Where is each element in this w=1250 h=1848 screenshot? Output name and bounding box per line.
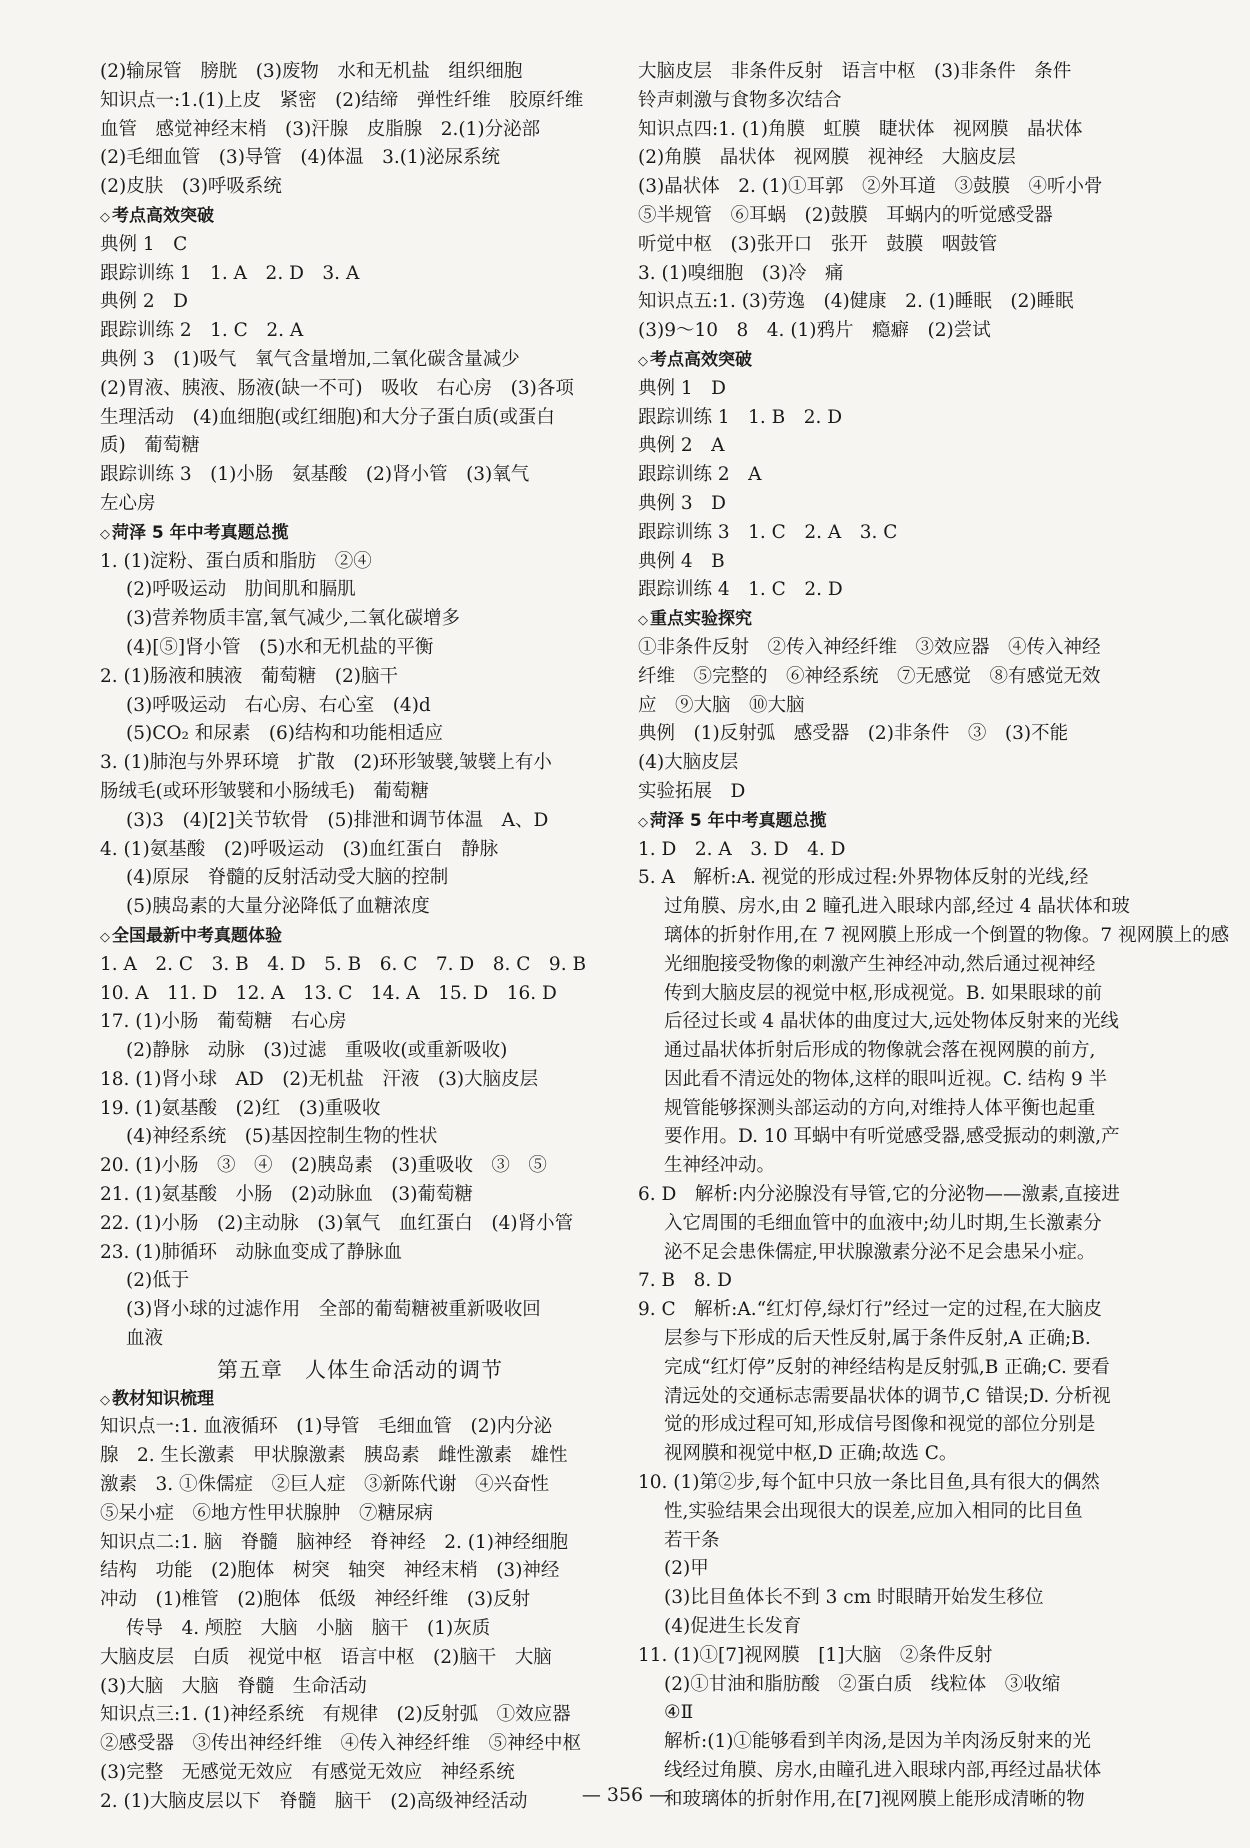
answer-line: ⑤呆小症 ⑥地方性甲状腺肿 ⑦糖尿病 (100, 1502, 434, 1524)
answer-line: 血管 感觉神经末梢 (3)汗腺 皮脂腺 2.(1)分泌部 (100, 118, 541, 140)
answer-line: (2)低于 (126, 1270, 190, 1292)
answer-line: (2)毛细血管 (3)导管 (4)体温 3.(1)泌尿系统 (100, 147, 500, 169)
answer-line: 完成“红灯停”反射的神经结构是反射弧,B 正确;C. 要看 (664, 1356, 1110, 1378)
section-heading: ◇ 菏泽 5 年中考真题总揽 (100, 519, 620, 548)
answer-line: 实验拓展 D (638, 780, 746, 802)
answer-line: 应 ⑨大脑 ⑩大脑 (638, 694, 805, 716)
answer-line: 跟踪训练 1 1. B 2. D (638, 406, 843, 428)
answer-line: 典例 1 D (638, 377, 726, 399)
answer-line: 3. (1)肺泡与外界环境 扩散 (2)环形皱襞,皱襞上有小 (100, 752, 552, 774)
answer-line: 11. (1)①[7]视网膜 [1]大脑 ②条件反射 (638, 1644, 993, 1666)
section-heading: ◇ 考点高效突破 (638, 346, 1158, 375)
answer-line: (3)营养物质丰富,氧气减少,二氧化碳增多 (126, 608, 460, 630)
answer-line: 知识点一:1. 血液循环 (1)导管 毛细血管 (2)内分泌 (100, 1416, 553, 1438)
answer-line: 若干条 (664, 1529, 720, 1551)
answer-line: ②感受器 ③传出神经纤维 ④传入神经纤维 ⑤神经中枢 (100, 1733, 582, 1755)
answer-line: 传导 4. 颅腔 大脑 小脑 脑干 (1)灰质 (126, 1618, 491, 1640)
answer-line: (2)静脉 动脉 (3)过滤 重吸收(或重新吸收) (126, 1040, 508, 1062)
answer-line: (3)晶状体 2. (1)①耳郭 ②外耳道 ③鼓膜 ④听小骨 (638, 176, 1103, 198)
answer-line: 规管能够探测头部运动的方向,对维持人体平衡也起重 (664, 1097, 1096, 1119)
answer-line: 10. (1)第②步,每个缸中只放一条比目鱼,具有很大的偶然 (638, 1472, 1100, 1494)
answer-line: 跟踪训练 2 1. C 2. A (100, 320, 304, 342)
answer-line: 激素 3. ①侏儒症 ②巨人症 ③新陈代谢 ④兴奋性 (100, 1474, 550, 1496)
answer-line: 知识点四:1. (1)角膜 虹膜 睫状体 视网膜 晶状体 (638, 118, 1083, 140)
answer-line: 23. (1)肺循环 动脉血变成了静脉血 (100, 1241, 403, 1263)
answer-line: 传到大脑皮层的视觉中枢,形成视觉。B. 如果眼球的前 (664, 982, 1103, 1004)
answer-line: 解析:(1)①能够看到羊肉汤,是因为羊肉汤反射来的光 (664, 1731, 1091, 1753)
answer-line: 听觉中枢 (3)张开口 张开 鼓膜 咽鼓管 (638, 233, 998, 255)
section-heading: ◇ 菏泽 5 年中考真题总揽 (638, 807, 1158, 836)
answer-line: (3)9～10 8 4. (1)鸦片 瘾癖 (2)尝试 (638, 320, 991, 342)
answer-line: 和玻璃体的折射作用,在[7]视网膜上能形成清晰的物 (664, 1788, 1085, 1810)
answer-line: 泌不足会患侏儒症,甲状腺激素分泌不足会患呆小症。 (664, 1241, 1096, 1263)
answer-line: 腺 2. 生长激素 甲状腺激素 胰岛素 雌性激素 雄性 (100, 1445, 568, 1467)
answer-line: 因此看不清远处的物体,这样的眼叫近视。C. 结构 9 半 (664, 1068, 1108, 1090)
answer-line: (2)胃液、胰液、肠液(缺一不可) 吸收 右心房 (3)各项 (100, 377, 574, 399)
answer-line: 跟踪训练 3 (1)小肠 氨基酸 (2)肾小管 (3)氧气 (100, 464, 530, 486)
answer-line: ①非条件反射 ②传入神经纤维 ③效应器 ④传入神经 (638, 636, 1101, 658)
answer-line: 10. A 11. D 12. A 13. C 14. A 15. D 16. D (100, 982, 557, 1004)
answer-line: 5. A 解析:A. 视觉的形成过程:外界物体反射的光线,经 (638, 867, 1089, 889)
answer-line: 大脑皮层 白质 视觉中枢 语言中枢 (2)脑干 大脑 (100, 1646, 552, 1668)
answer-line: ⑤半规管 ⑥耳蜗 (2)鼓膜 耳蜗内的听觉感受器 (638, 204, 1053, 226)
answer-line: 1. A 2. C 3. B 4. D 5. B 6. C 7. D 8. C 9. B (100, 953, 587, 975)
answer-line: 19. (1)氨基酸 (2)红 (3)重吸收 (100, 1097, 381, 1119)
answer-line: (3)呼吸运动 右心房、右心室 (4)d (126, 694, 431, 716)
answer-line: (2)输尿管 膀胱 (3)废物 水和无机盐 组织细胞 (100, 61, 523, 82)
answer-line: 璃体的折射作用,在 7 视网膜上形成一个倒置的物像。7 视网膜上的感 (664, 924, 1230, 946)
answer-line: 铃声刺激与食物多次结合 (638, 89, 842, 111)
answer-line: (2)角膜 晶状体 视网膜 视神经 大脑皮层 (638, 147, 1016, 169)
answer-line: (5)胰岛素的大量分泌降低了血糖浓度 (126, 896, 430, 918)
answer-line: 21. (1)氨基酸 小肠 (2)动脉血 (3)葡萄糖 (100, 1184, 473, 1206)
answer-line: 知识点五:1. (3)劳逸 (4)健康 2. (1)睡眠 (2)睡眠 (638, 291, 1074, 313)
chapter-title: 第五章 人体生命活动的调节 (217, 1357, 503, 1382)
answer-line: 视网膜和视觉中枢,D 正确;故选 C。 (664, 1443, 958, 1465)
answer-line: 典例 4 B (638, 550, 725, 572)
answer-line: (2)呼吸运动 肋间肌和膈肌 (126, 579, 356, 601)
answer-line: 知识点一:1.(1)上皮 紧密 (2)结缔 弹性纤维 胶原纤维 (100, 89, 584, 111)
answer-line: 光细胞接受物像的刺激产生神经冲动,然后通过视神经 (664, 953, 1096, 975)
answer-line: 过角膜、房水,由 2 瞳孔进入眼球内部,经过 4 晶状体和玻 (664, 896, 1130, 918)
answer-line: 典例 (1)反射弧 感受器 (2)非条件 ③ (3)不能 (638, 723, 1069, 745)
answer-line: (4)[⑤]肾小管 (5)水和无机盐的平衡 (126, 636, 434, 658)
answer-line: 知识点三:1. (1)神经系统 有规律 (2)反射弧 ①效应器 (100, 1704, 571, 1726)
answer-line: 知识点二:1. 脑 脊髓 脑神经 脊神经 2. (1)神经细胞 (100, 1531, 569, 1553)
answer-line: (2)皮肤 (3)呼吸系统 (100, 176, 282, 198)
answer-line: 冲动 (1)椎管 (2)胞体 低级 神经纤维 (3)反射 (100, 1589, 531, 1611)
answer-line: 1. D 2. A 3. D 4. D (638, 838, 846, 860)
answer-line: 典例 2 D (100, 291, 188, 313)
answer-line: 9. C 解析:A.“红灯停,绿灯行”经过一定的过程,在大脑皮 (638, 1299, 1102, 1321)
answer-line: 跟踪训练 2 A (638, 464, 762, 486)
answer-line: 1. (1)淀粉、蛋白质和脂肪 ②④ (100, 550, 372, 572)
answer-line: ④Ⅱ (664, 1702, 694, 1724)
answer-line: 左心房 (100, 492, 156, 514)
section-heading: ◇ 教材知识梳理 (100, 1385, 620, 1414)
answer-line: 清远处的交通标志需要晶状体的调节,C 错误;D. 分析视 (664, 1385, 1111, 1407)
answer-line: 入它周围的毛细血管中的血液中;幼儿时期,生长激素分 (664, 1212, 1102, 1234)
answer-line: 典例 3 (1)吸气 氧气含量增加,二氧化碳含量减少 (100, 348, 520, 370)
answer-line: 典例 3 D (638, 492, 726, 514)
answer-line: 纤维 ⑤完整的 ⑥神经系统 ⑦无感觉 ⑧有感觉无效 (638, 665, 1101, 687)
answer-line: 通过晶状体折射后形成的物像就会落在视网膜的前方, (664, 1040, 1096, 1062)
answer-line: (3)比目鱼体长不到 3 cm 时眼睛开始发生移位 (664, 1587, 1044, 1609)
answer-line: 典例 2 A (638, 435, 725, 457)
answer-line: (3)3 (4)[2]关节软骨 (5)排泄和调节体温 A、D (126, 809, 549, 831)
answer-line: 层参与下形成的后天性反射,属于条件反射,A 正确;B. (664, 1328, 1091, 1350)
answer-line: (5)CO₂ 和尿素 (6)结构和功能相适应 (126, 723, 444, 745)
answer-line: 生理活动 (4)血细胞(或红细胞)和大分子蛋白质(或蛋白 (100, 406, 555, 428)
answer-line: 3. (1)嗅细胞 (3)冷 痛 (638, 262, 844, 284)
answer-line: 2. (1)肠液和胰液 葡萄糖 (2)脑干 (100, 665, 398, 687)
answer-line: 质) 葡萄糖 (100, 435, 200, 457)
left-column (100, 58, 620, 1817)
answer-line: 7. B 8. D (638, 1270, 732, 1292)
answer-line: 线经过角膜、房水,由瞳孔进入眼球内部,再经过晶状体 (664, 1760, 1102, 1782)
answer-line: 跟踪训练 4 1. C 2. D (638, 579, 843, 601)
answer-line: 17. (1)小肠 葡萄糖 右心房 (100, 1011, 347, 1033)
answer-line: 22. (1)小肠 (2)主动脉 (3)氧气 血红蛋白 (4)肾小管 (100, 1212, 574, 1234)
answer-line: 18. (1)肾小球 AD (2)无机盐 汗液 (3)大脑皮层 (100, 1068, 539, 1090)
answer-line: (4)大脑皮层 (638, 752, 739, 774)
answer-line: 4. (1)氨基酸 (2)呼吸运动 (3)血红蛋白 静脉 (100, 838, 499, 860)
answer-line: 跟踪训练 1 1. A 2. D 3. A (100, 262, 360, 284)
answer-line: 生神经冲动。 (664, 1155, 776, 1177)
answer-line: 跟踪训练 3 1. C 2. A 3. C (638, 521, 898, 543)
right-column (638, 58, 1230, 1815)
answer-line: 觉的形成过程可知,形成信号图像和视觉的部位分别是 (664, 1414, 1096, 1436)
answer-line: (3)大脑 大脑 脊髓 生命活动 (100, 1675, 367, 1697)
answer-line: (3)完整 无感觉无效应 有感觉无效应 神经系统 (100, 1762, 515, 1784)
answer-line: 6. D 解析:内分泌腺没有导管,它的分泌物——激素,直接进 (638, 1184, 1120, 1206)
answer-line: (4)促进生长发育 (664, 1616, 802, 1638)
answer-line: 典例 1 C (100, 233, 188, 255)
answer-line: 20. (1)小肠 ③ ④ (2)胰岛素 (3)重吸收 ③ ⑤ (100, 1155, 547, 1177)
answer-line: 结构 功能 (2)胞体 树突 轴突 神经末梢 (3)神经 (100, 1560, 560, 1582)
answer-line: 性,实验结果会出现很大的误差,应加入相同的比目鱼 (664, 1500, 1083, 1522)
answer-line: 要作用。D. 10 耳蜗中有听觉感受器,感受振动的刺激,产 (664, 1126, 1120, 1148)
section-heading: ◇ 考点高效突破 (100, 202, 620, 231)
section-heading: ◇ 重点实验探究 (638, 605, 1158, 634)
page-number: — 356 — (0, 1784, 1250, 1806)
answer-line: (3)肾小球的过滤作用 全部的葡萄糖被重新吸收回 (126, 1299, 541, 1321)
answer-line: (4)神经系统 (5)基因控制生物的性状 (126, 1126, 438, 1148)
answer-line: 血液 (126, 1328, 164, 1350)
answer-line: 大脑皮层 非条件反射 语言中枢 (3)非条件 条件 (638, 61, 1072, 82)
answer-line: (2)①甘油和脂肪酸 ②蛋白质 线粒体 ③收缩 (664, 1673, 1061, 1695)
answer-line: (2)甲 (664, 1558, 709, 1580)
answer-line: 2. (1)大脑皮层以下 脊髓 脑干 (2)高级神经活动 (100, 1790, 528, 1812)
answer-line: 肠绒毛(或环形皱襞和小肠绒毛) 葡萄糖 (100, 780, 429, 802)
answer-line: (4)原尿 脊髓的反射活动受大脑的控制 (126, 867, 449, 889)
section-heading: ◇ 全国最新中考真题体验 (100, 922, 620, 951)
answer-line: 后径过长或 4 晶状体的曲度过大,远处物体反射来的光线 (664, 1011, 1119, 1033)
